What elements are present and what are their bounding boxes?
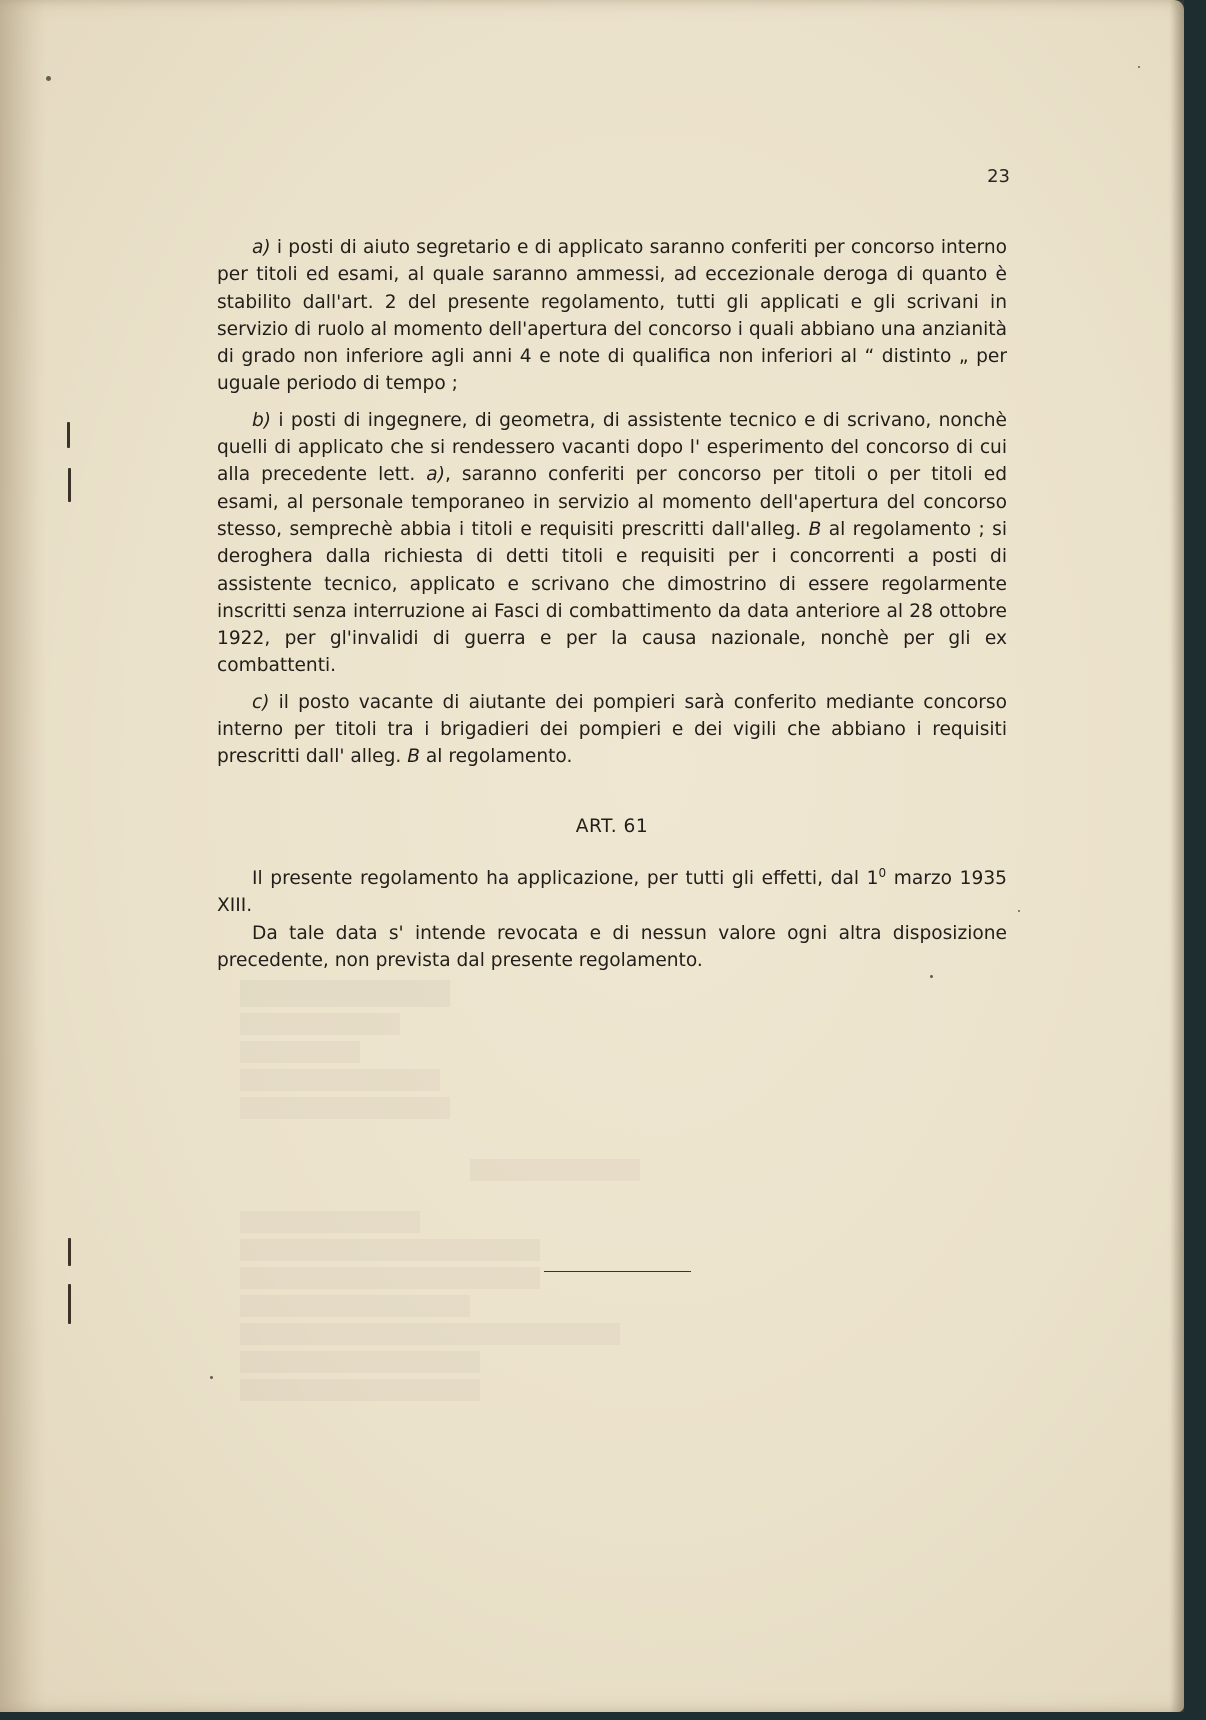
binding-stitch-mark: [68, 1284, 71, 1324]
clause-reference-letter: a): [426, 464, 445, 486]
page-edge-shadow: [1170, 0, 1184, 1712]
body-text: [217, 234, 1007, 974]
article-text: Il presente regolamento ha applicazione, per tutti gli effetti, dal 1: [252, 868, 879, 890]
clause-letter: a): [252, 237, 271, 258]
binding-stitch-mark: [68, 468, 71, 502]
article-paragraph: [217, 860, 1007, 920]
clause-text: i posti di aiuto segretario e di applicato saranno conferiti per concorso interno per titoli ed esami, al quale saranno ammessi, ad eccezionale deroga di quanto è stabilito dall'art. 2 del presente regolamento, tutti gli applicati e gli scrivani in servizio di ruolo al momento dell'apertura del concorso i quali abbiano una anzianità di grado non inferiore agli anni 4 e note di qualifica non inferiori al “ distinto „ per uguale periodo di tempo ;: [217, 237, 1007, 395]
binding-fold-shadow: [0, 0, 46, 1712]
clause-c: [217, 689, 1007, 771]
article-heading: ART. 61: [575, 815, 649, 837]
article-paragraph: Da tale data s' intende revocata e di nessun valore ogni altra disposizione precedente, non prevista dal presente regolamento.: [217, 922, 1007, 972]
clause-text: i posti di ingegnere, di geometra, di assistente tecnico e di scrivano, nonchè quelli di applicato che si rendessero vacanti dopo l' esperimento del concorso di cui alla precedente lett.: [217, 409, 1007, 486]
annex-reference: B: [808, 518, 822, 540]
page-number: 23: [987, 166, 1010, 187]
closing-rule: [544, 1271, 691, 1272]
clause-a: [217, 234, 1007, 398]
clause-letter: c): [252, 691, 270, 713]
show-through-from-reverse: [240, 980, 700, 1410]
ordinal-superscript: 0: [878, 865, 887, 880]
article-text: marzo 1935 XIII.: [217, 868, 1007, 917]
clause-text: al regolamento.: [419, 746, 573, 768]
clause-letter: b): [252, 409, 272, 431]
clause-b: [217, 407, 1007, 680]
annex-reference: B: [407, 746, 420, 768]
clause-text: , saranno conferiti per concorso per titoli o per titoli ed esami, al personale temporaneo in servizio al momento dell'apertura del concorso stesso, semprechè abbia i titoli e requisiti prescritti dall'alleg.: [217, 464, 1008, 540]
binding-stitch-mark: [68, 1238, 71, 1266]
clause-text: al regolamento ; si deroghera dalla richiesta di detti titoli e requisiti per i concorrenti a posti di assistente tecnico, applicato e scrivano che dimostrino di essere regolarmente inscritti senza interruzione ai Fasci di combattimento da data anteriore al 28 ottobre 1922, per gl'invalidi di guerra e per la causa nazionale, nonchè per gli ex combattenti.: [217, 518, 1007, 677]
clause-text: il posto vacante di aiutante dei pompieri sarà conferito mediante concorso interno per titoli tra i brigadieri dei pompieri e dei vigili che abbiano i requisiti prescritti dall' alleg.: [217, 691, 1007, 768]
binding-stitch-mark: [67, 422, 70, 448]
